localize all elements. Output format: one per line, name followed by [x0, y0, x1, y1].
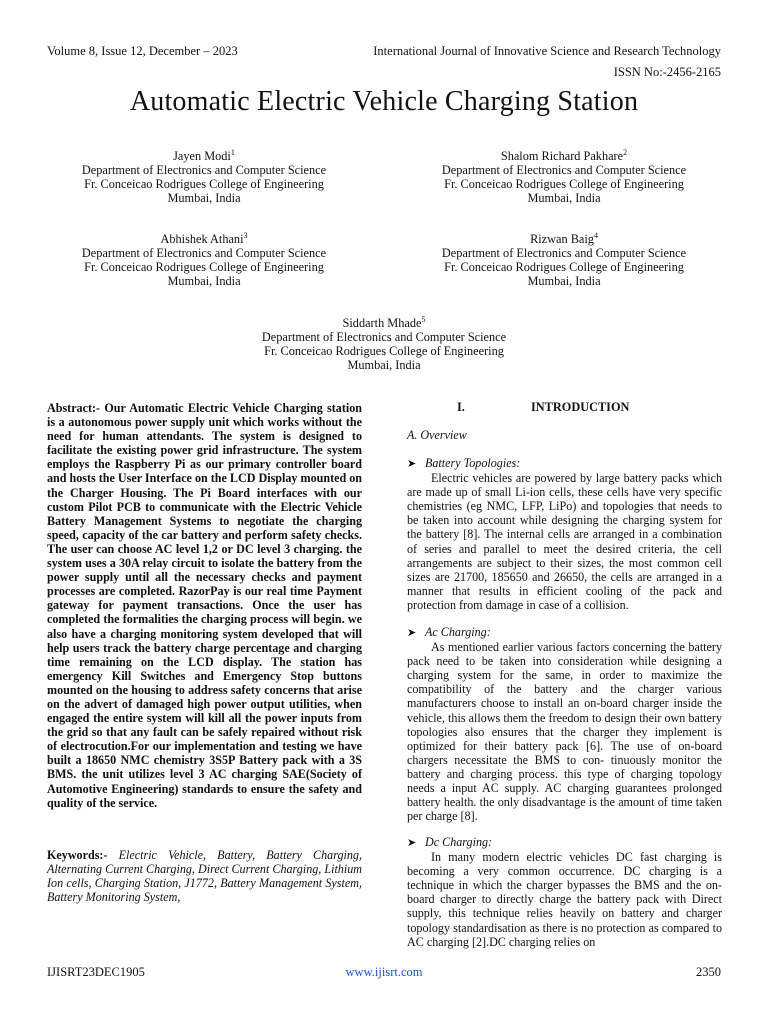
author-name: Shalom Richard Pakhare [500, 149, 624, 163]
abstract: Abstract:- Our Automatic Electric Vehicle Charging station is a autonomous power supply unit which works without the need for human attendants. The system is designed to facilitate the existing power grid infrastructure. The system employs the Raspberry Pi as our primary controller board and hosts the User Interface on the LCD Display mounted on the Charger Housing. The Pi Board interfaces with our custom Pilot PCB to communicate with the Electric Vehicle Battery Management Systems to negotiate the charging speed, capacity of the car battery and perform safety checks. The user can choose AC level 1,2 or DC level 3 charging. the system uses a 30A relay circuit to isolate the battery from the power supply until all the necessary checks and payment processes are completed. RazorPay is our real time Payment gateway for payment transactions. Once the user has completed the formalities the charging process will begin. we also have a charging monitoring system developed that will help users track the battery charge percentage and charging time remaining on the LCD display. The station has emergency Kill Switches and Emergency Stop buttons mounted on the housing to address safety concerns that arise on the advert of damaged high power output utilities, when engaged the entire system will kill all the power inputs from the grid so that any fault can be safely repaired without risk of electrocution.For our implementation and testing we have built a 18650 NMC chemistry 3S5P Battery pack with a 3S BMS. the unit utilizes level 3 AC charging SAE(Society of Automotive Engineering) standards to ensure the safety and quality of the service. [47, 401, 362, 810]
author-superscript: 1 [230, 148, 235, 157]
journal-link[interactable]: www.ijisrt.com [345, 965, 423, 979]
author-superscript: 4 [593, 231, 598, 240]
bullet-paragraph: Electric vehicles are powered by large battery packs which are made up of small Li-ion cells, these cells have very specific chemistries (eg NMC, LFP, LiPo) and topologies that needs to be taken into account while designing the charging system for the battery [8]. The internal cells are arranged in a combination of series and parallel to meet the desired criteria, the cell arrangements are subject to their sizes, the most common cell sizes are 21700, 185650 and 26650, the cells are arranged in a manner that results in efficient cooling of the pack and protection from damage in case of a collision. [407, 471, 722, 612]
bullet-section [407, 835, 722, 949]
author-city: Mumbai, India [527, 191, 601, 205]
bullet-section [407, 625, 722, 823]
author-block [34, 232, 374, 288]
author-department: Department of Electronics and Computer Science [441, 246, 687, 260]
author-superscript: 2 [623, 148, 628, 157]
arrow-bullet-icon: ➤ [407, 627, 417, 639]
keywords-text: Electric Vehicle, Battery, Battery Charging, Alternating Current Charging, Direct Current Charging, Lithium Ion cells, Charging Station, J1772, Battery Management System, Battery Monitoring System, [47, 848, 362, 905]
volume-info: Volume 8, Issue 12, December – 2023 [47, 44, 238, 58]
paper-title: Automatic Electric Vehicle Charging Station [129, 86, 639, 117]
author-name: Jayen Modi [173, 149, 231, 163]
bullet-heading: Battery Topologies: [425, 456, 521, 470]
author-block [394, 232, 734, 288]
bullet-heading: Dc Charging: [425, 835, 493, 849]
bullet-heading: Ac Charging: [425, 625, 491, 639]
arrow-bullet-icon: ➤ [407, 458, 417, 470]
author-block [34, 149, 374, 205]
author-college: Fr. Conceicao Rodrigues College of Engineering [264, 344, 504, 358]
page-number: 2350 [696, 965, 721, 979]
issn: ISSN No:-2456-2165 [613, 65, 721, 79]
keywords [47, 848, 362, 904]
author-department: Department of Electronics and Computer Science [441, 163, 687, 177]
author-city: Mumbai, India [347, 358, 421, 372]
author-city: Mumbai, India [167, 191, 241, 205]
author-department: Department of Electronics and Computer Science [81, 246, 327, 260]
author-department: Department of Electronics and Computer Science [261, 330, 507, 344]
author-department: Department of Electronics and Computer Science [81, 163, 327, 177]
keywords-label: Keywords:- [47, 848, 108, 862]
arrow-bullet-icon: ➤ [407, 837, 417, 849]
journal-name: International Journal of Innovative Science and Research Technology [373, 44, 721, 58]
author-superscript: 3 [243, 231, 248, 240]
bullet-paragraph: In many modern electric vehicles DC fast charging is becoming a very common occurrence. DC charging is a technique in which the charger bypasses the BMS and the on-board charger to directly charge the battery pack with Direct supply, this technique relies heavily on battery and charger topology standardisation as there is no protection as compared to AC charging [2].DC charging relies on [407, 850, 722, 949]
author-college: Fr. Conceicao Rodrigues College of Engineering [444, 177, 684, 191]
paper-id: IJISRT23DEC1905 [47, 965, 145, 979]
bullet-paragraph: As mentioned earlier various factors concerning the battery pack need to be taken into consideration while designing a charging system for the same, in order to maximize the compatibility of the battery and the charger various manufacturers choose to install an on-board charger inside the vehicle, this allows them the freedom to design their own battery topologies also ensures that the charger they implement is optimized for their battery pack [6]. The use of on-board chargers necessitate the BMS to con- tinuously monitor the battery and charging process. this type of charging topology needs a input AC supply. AC charging guarantees prolonged battery health. the only disadvantage is the amount of time taken per charge [8]. [407, 640, 722, 824]
author-city: Mumbai, India [527, 274, 601, 288]
author-name: Abhishek Athani [160, 232, 244, 246]
author-name: Siddarth Mhade [342, 316, 422, 330]
author-college: Fr. Conceicao Rodrigues College of Engineering [444, 260, 684, 274]
author-city: Mumbai, India [167, 274, 241, 288]
section-number: I. [457, 400, 465, 414]
author-name: Rizwan Baig [530, 232, 594, 246]
author-block [214, 316, 554, 372]
section-title: INTRODUCTION [531, 400, 630, 414]
subsection-heading: A. Overview [407, 428, 467, 442]
author-superscript: 5 [421, 315, 426, 324]
author-block [394, 149, 734, 205]
author-college: Fr. Conceicao Rodrigues College of Engineering [84, 260, 324, 274]
author-college: Fr. Conceicao Rodrigues College of Engineering [84, 177, 324, 191]
bullet-section [407, 456, 722, 612]
